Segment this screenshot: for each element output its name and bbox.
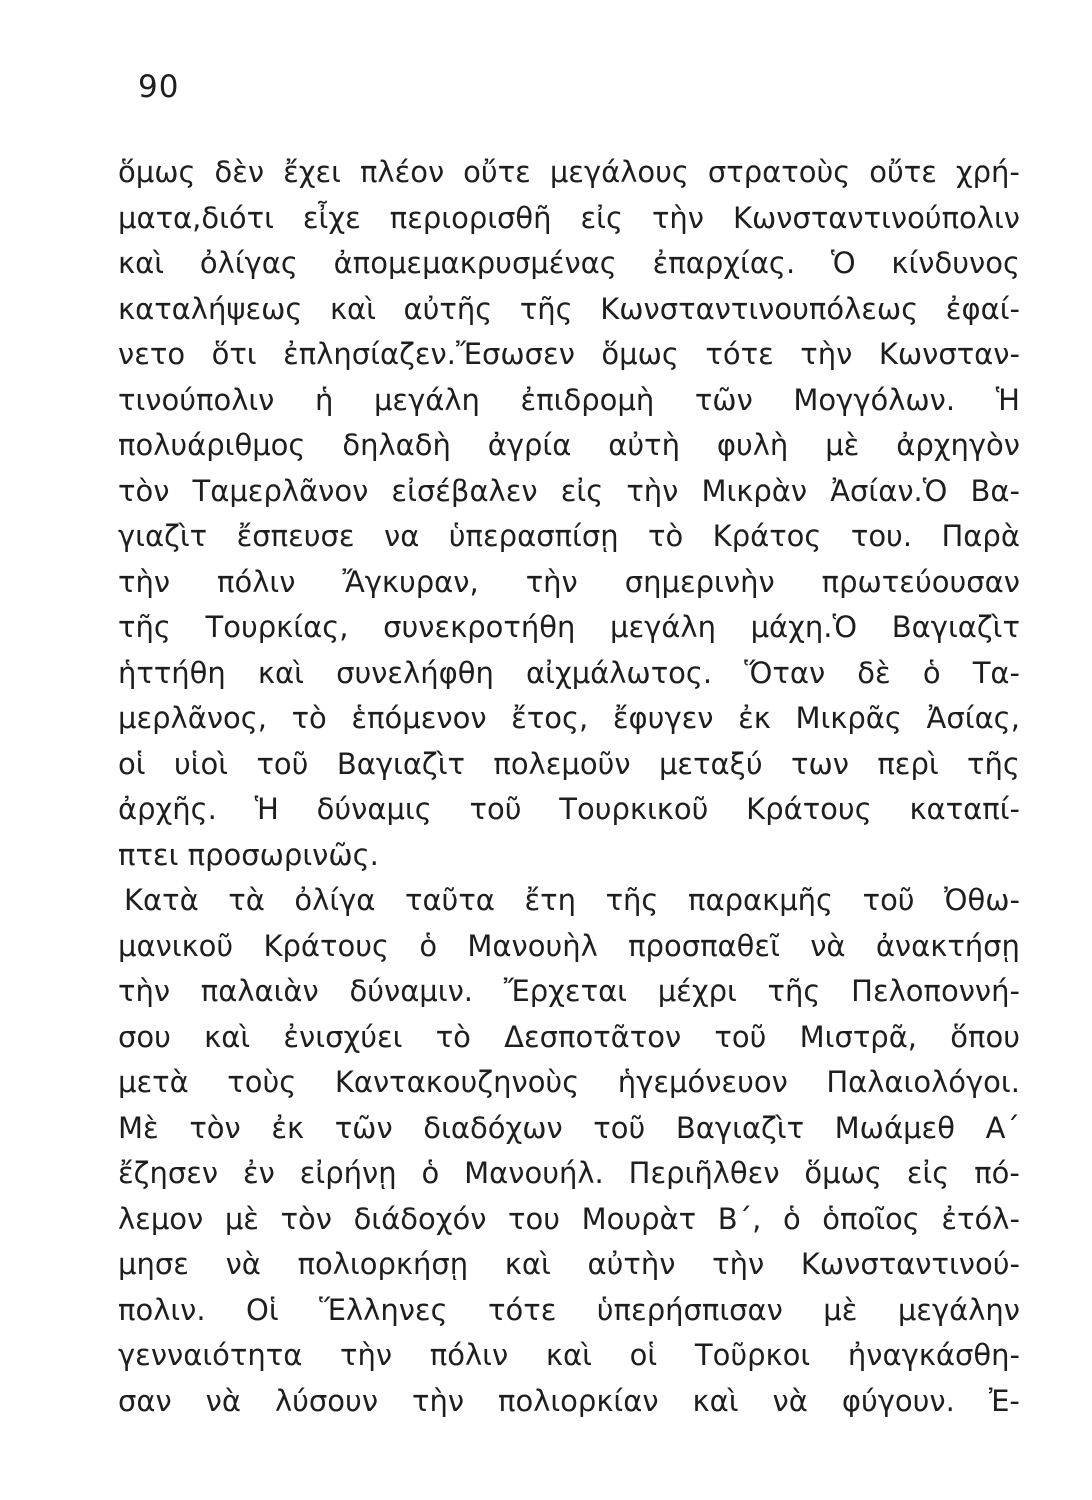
word: Ταμερλᾶνον bbox=[192, 473, 369, 508]
word: συνελήφθη bbox=[336, 655, 494, 690]
word: Βα- bbox=[970, 473, 1020, 508]
word: περὶ bbox=[877, 746, 939, 781]
word: τῆς bbox=[605, 883, 659, 917]
word: Ἕλληνες bbox=[319, 1292, 448, 1327]
word: Ἡ bbox=[995, 382, 1020, 417]
word: δύναμις bbox=[316, 792, 432, 826]
word: ἐπιδρομὴ bbox=[520, 382, 655, 417]
word: ὁποῖος bbox=[822, 1201, 920, 1236]
word: πλέον bbox=[359, 155, 445, 189]
word: ὅτι bbox=[211, 337, 257, 371]
word: τὴν bbox=[651, 200, 704, 235]
word: μανικοῦ bbox=[118, 928, 234, 963]
word: Κωνσταντινούπολιν bbox=[732, 200, 1020, 235]
word: Ἀσίαν.Ὁ bbox=[830, 473, 948, 508]
word: ἀρχηγὸν bbox=[896, 428, 1020, 462]
word: μεγάλην bbox=[897, 1292, 1020, 1327]
word: των bbox=[790, 746, 849, 781]
text-line bbox=[118, 969, 1020, 1015]
word: σημερινὴν bbox=[624, 564, 775, 599]
text-line bbox=[118, 833, 1020, 879]
word: πολιορκίαν bbox=[498, 1383, 659, 1418]
word: φυλὴ bbox=[716, 428, 789, 462]
word: λύσουν bbox=[274, 1383, 379, 1418]
word: τὸν bbox=[189, 1110, 241, 1145]
word: λεμον bbox=[118, 1201, 204, 1236]
word: καὶ bbox=[329, 291, 376, 326]
word: δύναμιν. bbox=[349, 974, 473, 1008]
word: πόλιν bbox=[429, 1338, 509, 1372]
word: Βαγιαζὶτ bbox=[891, 610, 1020, 644]
word: μὲ bbox=[823, 1292, 858, 1327]
word: Κωνσταν- bbox=[878, 337, 1020, 371]
word: τῆς bbox=[118, 610, 171, 644]
word: γιαζὶτ bbox=[118, 519, 208, 553]
word: πολιν. bbox=[118, 1292, 206, 1327]
word: ἡ bbox=[314, 382, 334, 417]
word: καὶ bbox=[692, 1383, 739, 1418]
word: καταλήψεως bbox=[118, 291, 303, 326]
word: τὰ bbox=[228, 883, 265, 917]
word: τὴν bbox=[340, 1338, 393, 1372]
word: αἰχμάλωτος. bbox=[526, 655, 713, 690]
word: ἔτος, bbox=[511, 701, 589, 735]
text-line bbox=[118, 1288, 1020, 1334]
word: μὲ bbox=[224, 1201, 259, 1236]
word: Κωνσταντινουπόλεως bbox=[600, 291, 919, 326]
word: Ἀσίας, bbox=[926, 701, 1020, 735]
word: Κράτους bbox=[746, 792, 872, 826]
text-line bbox=[118, 1151, 1020, 1197]
word: τὴν bbox=[626, 473, 679, 508]
word: τοῦ bbox=[256, 746, 309, 781]
word: ἐφαί- bbox=[945, 291, 1020, 326]
word: του. bbox=[850, 519, 913, 553]
word: τῶν bbox=[694, 382, 753, 417]
text-line bbox=[118, 560, 1020, 606]
word: τότε bbox=[488, 1292, 557, 1327]
word: ἐκ bbox=[738, 701, 771, 735]
word: πολυάριθμος bbox=[118, 428, 306, 462]
word: μετὰ bbox=[118, 1065, 189, 1099]
word: πόλιν bbox=[217, 564, 296, 599]
word: ἔφυγεν bbox=[612, 701, 714, 735]
word: Ἄγκυραν, bbox=[342, 564, 479, 599]
word: αὐτῆς bbox=[403, 291, 493, 326]
text-line bbox=[118, 150, 1020, 196]
word: Παλαιολόγοι. bbox=[826, 1065, 1020, 1099]
word: Τοῦρκοι bbox=[694, 1338, 811, 1372]
text-line bbox=[118, 651, 1020, 697]
text-line bbox=[118, 378, 1020, 424]
word: δηλαδὴ bbox=[342, 428, 451, 462]
text-line bbox=[118, 1379, 1020, 1425]
word: ὀλίγα bbox=[294, 883, 376, 917]
word: ὅμως bbox=[601, 337, 679, 371]
word: μεγάλη bbox=[610, 610, 716, 644]
word: οὔτε bbox=[869, 155, 937, 189]
word: τὴν bbox=[525, 564, 578, 599]
text-line bbox=[118, 241, 1020, 287]
word: οὔτε bbox=[463, 155, 531, 189]
word: ἐκ bbox=[271, 1110, 305, 1145]
word: πολεμοῦν bbox=[493, 746, 631, 781]
word: τῆς bbox=[767, 974, 821, 1008]
text-line bbox=[118, 196, 1020, 242]
word: διάδοχόν bbox=[353, 1201, 487, 1236]
text-line bbox=[118, 1242, 1020, 1288]
text-line bbox=[118, 1197, 1020, 1243]
word: μεταξύ bbox=[658, 746, 763, 781]
word: αὐτὴν bbox=[587, 1247, 676, 1281]
word: τῶν bbox=[334, 1110, 393, 1145]
word: πτει bbox=[118, 837, 188, 872]
word: Β´, bbox=[717, 1201, 762, 1236]
word: Μιστρᾶ, bbox=[799, 1019, 918, 1054]
word: τὸ bbox=[435, 1019, 471, 1054]
word: περιορισθῆ bbox=[389, 200, 552, 235]
word: ὀλίγας bbox=[199, 246, 298, 280]
word: κίνδυνος bbox=[891, 246, 1020, 280]
word: νὰ bbox=[205, 1383, 241, 1418]
word: ἠναγκάσθη- bbox=[847, 1338, 1020, 1372]
word: τὸ bbox=[648, 519, 684, 553]
word: τοὺς bbox=[227, 1065, 297, 1099]
word: ἑπόμενον bbox=[351, 701, 487, 735]
word: Οἱ bbox=[246, 1292, 279, 1327]
word: εἰς bbox=[580, 200, 624, 235]
text-line bbox=[118, 696, 1020, 742]
word: ὅμως bbox=[118, 155, 196, 189]
word: δὲ bbox=[857, 655, 891, 690]
word: Δεσποτᾶτον bbox=[504, 1019, 682, 1054]
word: σου bbox=[118, 1019, 171, 1054]
text-line bbox=[118, 287, 1020, 333]
word: συνεκροτήθη bbox=[383, 610, 576, 644]
word: Ὁ bbox=[830, 246, 856, 280]
word: Τα- bbox=[972, 655, 1020, 690]
word: καὶ bbox=[118, 246, 165, 280]
word: ὅμως bbox=[804, 1156, 882, 1190]
word: ἐνισχύει bbox=[283, 1019, 403, 1054]
word: ἡττήθη bbox=[118, 655, 226, 690]
text-line bbox=[118, 924, 1020, 970]
word: Κράτους bbox=[263, 928, 390, 963]
word: ἐπλησίαζεν.Ἔσωσεν bbox=[283, 337, 575, 371]
word: τοῦ bbox=[469, 792, 522, 826]
word: ἀνακτήσῃ bbox=[875, 928, 1020, 963]
text-line bbox=[118, 878, 1020, 924]
text-line bbox=[118, 1333, 1020, 1379]
word: καὶ bbox=[204, 1019, 251, 1054]
word: τὴν bbox=[118, 564, 171, 599]
word: φύγουν. bbox=[841, 1383, 955, 1418]
word: ὅπου bbox=[950, 1019, 1020, 1054]
word: νὰ bbox=[810, 928, 846, 963]
word: προσωρινῶς. bbox=[187, 837, 379, 872]
word: μεγάλους bbox=[549, 155, 689, 189]
word: γενναιότητα bbox=[118, 1338, 303, 1372]
word: νετο bbox=[118, 337, 186, 371]
word: νὰ bbox=[772, 1383, 808, 1418]
word: τινούπολιν bbox=[118, 382, 275, 417]
word: Κράτος bbox=[712, 519, 822, 553]
word: οἱ bbox=[629, 1338, 658, 1372]
word: Βαγιαζὶτ bbox=[336, 746, 465, 781]
word: Κατὰ bbox=[124, 883, 199, 917]
word: τὸ bbox=[291, 701, 327, 735]
word: Μανουήλ. bbox=[464, 1156, 604, 1190]
word: ὁ bbox=[421, 1156, 440, 1190]
word: ὁ bbox=[419, 928, 438, 963]
word: καταπί- bbox=[909, 792, 1020, 826]
word: μάχη.Ὁ bbox=[750, 610, 858, 644]
word: Ἔρχεται bbox=[503, 974, 627, 1008]
word: εἰσέβαλεν bbox=[391, 473, 538, 508]
page-number: 90 bbox=[138, 69, 180, 105]
word: ὑπερασπίσῃ bbox=[448, 519, 619, 553]
word: μὲ bbox=[825, 428, 860, 462]
word: Καντακουζηνοὺς bbox=[334, 1065, 580, 1099]
word: υἱοὶ bbox=[173, 746, 229, 781]
word: Μὲ bbox=[118, 1110, 159, 1145]
word: προσπαθεῖ bbox=[628, 928, 780, 963]
word: τὴν bbox=[712, 1247, 765, 1281]
body-text bbox=[118, 150, 1020, 1424]
word: Μουρὰτ bbox=[581, 1201, 697, 1236]
word: Παρὰ bbox=[941, 519, 1020, 553]
word: εἶχε bbox=[302, 200, 361, 235]
word: καὶ bbox=[545, 1338, 592, 1372]
word: Πελοποννή- bbox=[851, 974, 1020, 1008]
word: ταῦτα bbox=[404, 883, 495, 917]
word: Ὅταν bbox=[744, 655, 826, 690]
word: τὴν bbox=[411, 1383, 465, 1418]
word: τὴν bbox=[118, 974, 171, 1008]
word: ἀρχῆς. bbox=[118, 792, 217, 826]
word: τὸν bbox=[280, 1201, 332, 1236]
word: Τουρκικοῦ bbox=[559, 792, 709, 826]
word: νὰ bbox=[225, 1247, 261, 1281]
word: τῆς bbox=[519, 291, 573, 326]
word: παλαιὰν bbox=[200, 974, 319, 1008]
word: Μικρὰν bbox=[701, 473, 808, 508]
word: ὑπερήσπισαν bbox=[596, 1292, 783, 1327]
word: να bbox=[384, 519, 420, 553]
word: Περιῆλθεν bbox=[628, 1156, 780, 1190]
word: Βαγιαζὶτ bbox=[675, 1110, 805, 1145]
word: μεγάλη bbox=[373, 382, 480, 417]
word: πό- bbox=[974, 1156, 1020, 1190]
text-line bbox=[118, 514, 1020, 560]
word: αὐτὴ bbox=[608, 428, 680, 462]
word: καὶ bbox=[257, 655, 304, 690]
word: ἔζησεν bbox=[118, 1156, 219, 1190]
word: σαν bbox=[118, 1383, 172, 1418]
word: ἡγεμόνευον bbox=[617, 1065, 788, 1099]
word: Μωάμεθ bbox=[834, 1110, 955, 1145]
word: Μανουὴλ bbox=[467, 928, 598, 963]
word: τὸν bbox=[118, 473, 170, 508]
word: Μικρᾶς bbox=[795, 701, 902, 735]
word: μέχρι bbox=[657, 974, 737, 1008]
text-line bbox=[118, 423, 1020, 469]
word: ματα,διότι bbox=[118, 200, 274, 235]
word: Α´ bbox=[985, 1110, 1020, 1145]
word: ἀγρία bbox=[487, 428, 572, 462]
word: ἀπομεμακρυσμένας bbox=[333, 246, 617, 280]
word: καὶ bbox=[504, 1247, 551, 1281]
word: ἐν bbox=[242, 1156, 275, 1190]
word: ὁ bbox=[782, 1201, 801, 1236]
text-line bbox=[118, 332, 1020, 378]
word: Μογγόλων. bbox=[793, 382, 956, 417]
word: δὲν bbox=[214, 155, 265, 189]
word: Ὀθω- bbox=[944, 883, 1020, 917]
word: εἰς bbox=[560, 473, 604, 508]
word: τότε bbox=[705, 337, 774, 371]
word: ἐτόλ- bbox=[941, 1201, 1020, 1236]
word: παρακμῆς bbox=[688, 883, 834, 917]
word: ἔχει bbox=[283, 155, 341, 189]
text-line bbox=[118, 1060, 1020, 1106]
text-line bbox=[118, 742, 1020, 788]
text-line bbox=[118, 469, 1020, 515]
word: τὴν bbox=[800, 337, 853, 371]
text-line bbox=[118, 787, 1020, 833]
word: τοῦ bbox=[593, 1110, 646, 1145]
word: πρωτεύουσαν bbox=[821, 564, 1020, 599]
word: διαδόχων bbox=[423, 1110, 563, 1145]
word: εἰς bbox=[906, 1156, 950, 1190]
word: μερλᾶνος, bbox=[118, 701, 267, 735]
word: οἱ bbox=[118, 746, 146, 781]
word: στρατοὺς bbox=[707, 155, 851, 189]
text-line bbox=[118, 605, 1020, 651]
text-line bbox=[118, 1106, 1020, 1152]
word: χρή- bbox=[955, 155, 1020, 189]
word: τοῦ bbox=[714, 1019, 767, 1054]
word: εἰρήνῃ bbox=[299, 1156, 397, 1190]
word: Τουρκίας, bbox=[205, 610, 349, 644]
word: τῆς bbox=[967, 746, 1020, 781]
word: πολιορκήσῃ bbox=[297, 1247, 469, 1281]
word: ἔσπευσε bbox=[236, 519, 355, 553]
word: ὁ bbox=[922, 655, 941, 690]
word: Κωνσταντινού- bbox=[800, 1247, 1020, 1281]
word: του bbox=[508, 1201, 560, 1236]
word: ἔτη bbox=[524, 883, 576, 917]
word: τοῦ bbox=[862, 883, 915, 917]
text-line bbox=[118, 1015, 1020, 1061]
word: Ἐ- bbox=[988, 1383, 1020, 1418]
word: ἐπαρχίας. bbox=[652, 246, 796, 280]
word: μησε bbox=[118, 1247, 189, 1281]
word: Ἡ bbox=[254, 792, 279, 826]
